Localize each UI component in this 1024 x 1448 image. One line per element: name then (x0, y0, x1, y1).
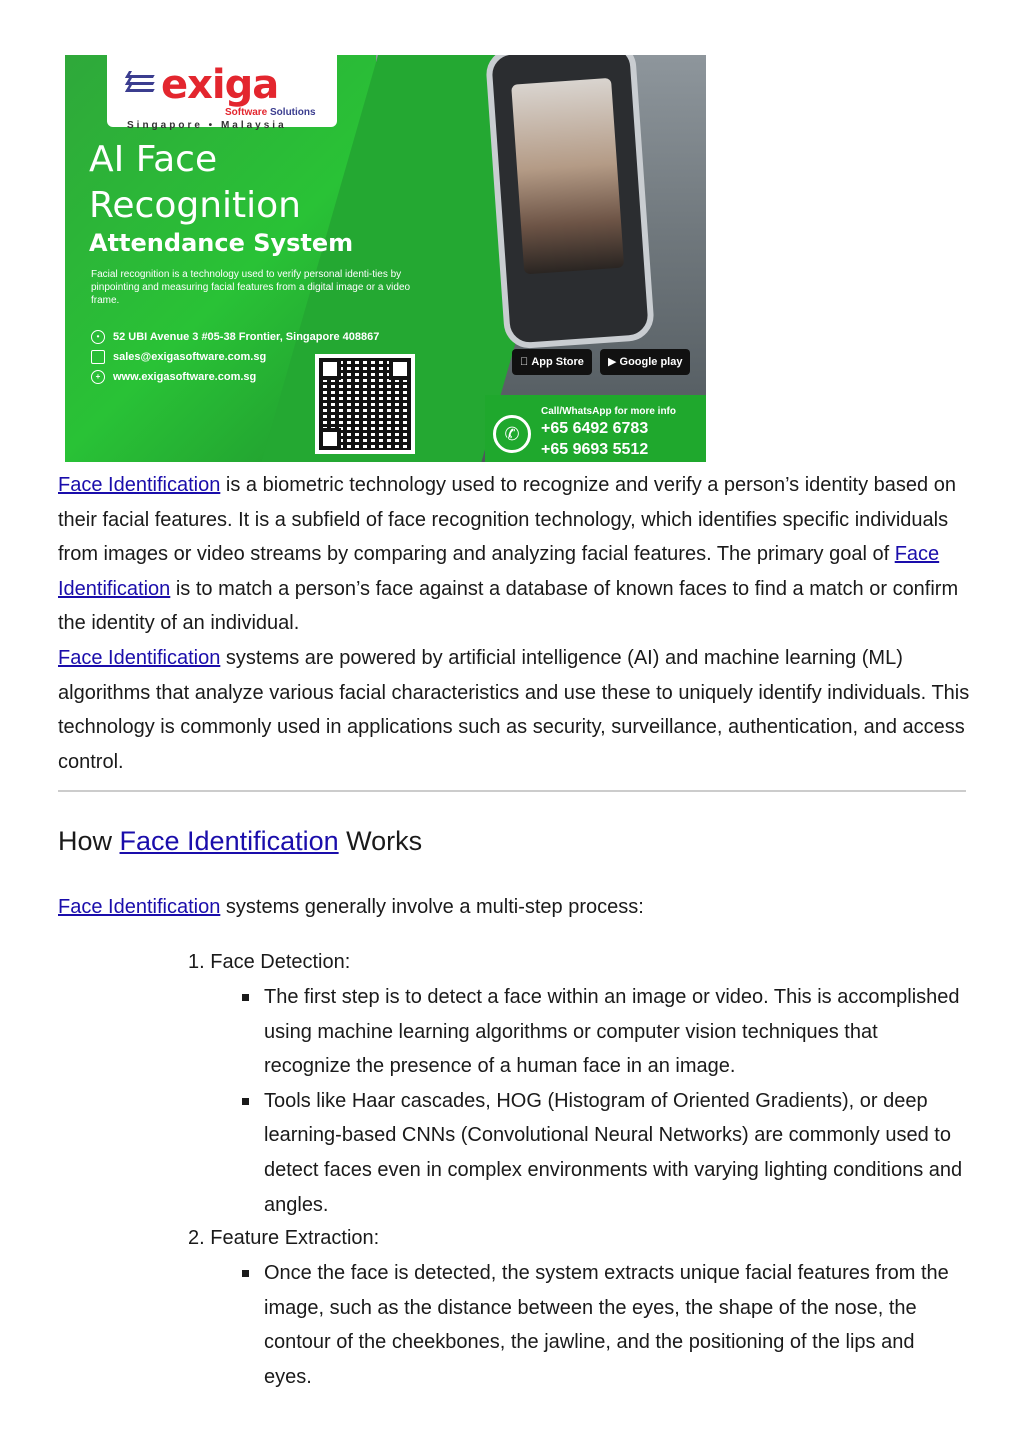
logo-locations: Singapore • Malaysia (127, 120, 287, 131)
call-label: Call/WhatsApp for more info (541, 406, 676, 417)
logo-mark-icon (127, 71, 157, 97)
app-store-badge: App Store (512, 349, 592, 375)
step-bullets (264, 980, 964, 1222)
phone-icon: ✆ (493, 415, 531, 453)
banner-title-line3: Attendance System (89, 229, 354, 257)
banner-image (65, 55, 706, 462)
bullet-square-icon (242, 994, 249, 1001)
face-identification-link[interactable]: Face Identification (58, 646, 221, 669)
address-row (91, 330, 379, 344)
email-row (91, 350, 266, 364)
step-label: 2. Feature Extraction: (188, 1227, 380, 1249)
google-play-badge: ▶ Google play (600, 349, 690, 375)
envelope-icon (91, 350, 105, 364)
phone-number-2: +65 9693 5512 (541, 441, 649, 458)
heading-link[interactable]: Face Identification (119, 826, 339, 856)
website-row (91, 370, 256, 384)
list-item: Tools like Haar cascades, HOG (Histogram of Oriented Gradients), or deep learning-based CNNs (Convolutional Neural Networks) are commonly used to detect faces even in complex environments with varying lighting conditions and angles. (264, 1084, 964, 1222)
logo-word: exiga (161, 62, 279, 108)
device-image (485, 55, 656, 350)
face-identification-link[interactable]: Face Identification (58, 474, 221, 496)
section-intro: Face Identification systems generally involve a multi-step process: (58, 896, 644, 918)
face-identification-link[interactable]: Face Identification (58, 896, 221, 918)
bullet-square-icon (242, 1098, 249, 1105)
banner-title-line2: Recognition (89, 185, 301, 226)
website-text: www.exigasoftware.com.sg (113, 371, 257, 383)
list-item: Once the face is detected, the system extracts unique facial features from the image, such as the distance between the eyes, the shape of the nose, the contour of the cheekbones, the jawline, and the positioning of the lips and eyes. (264, 1256, 964, 1394)
phone-number-1: +65 6492 6783 (541, 420, 649, 437)
face-identification-link[interactable]: Face Identification (58, 543, 940, 600)
globe-icon: + (91, 370, 105, 384)
banner-title-line1: AI Face (89, 139, 218, 180)
call-info-box (485, 395, 706, 462)
email-text: sales@exigasoftware.com.sg (113, 351, 267, 363)
qr-code (315, 354, 415, 454)
horizontal-divider (58, 790, 966, 792)
device-screen (511, 78, 624, 275)
location-pin-icon: • (91, 330, 105, 344)
list-item: The first step is to detect a face within an image or video. This is accomplished using machine learning algorithms or computer vision techniques that recognize the presence of a human face in an image. (264, 980, 964, 1084)
banner-description: Facial recognition is a technology used to verify personal identi-ties by pinpointing and measuring facial features from a digital image or a video frame. (91, 269, 411, 306)
bullet-square-icon (242, 1270, 249, 1277)
intro-paragraph: Face Identification is a biometric technology used to recognize and verify a person’s identity based on their facial features. It is a subfield of face recognition technology, which identifies specific individuals from images or video streams by comparing and analyzing facial features. The primary goal of Face Identification is to match a person’s face against a database of known faces to find a match or confirm the identity of an individual. Face Identification systems are powered by artificial intelligence (AI) and machine learning (ML) algorithms that analyze various facial characteristics and use these to uniquely identify individuals. This technology is commonly used in applications such as security, surveillance, authentication, and access control. (58, 474, 970, 773)
section-heading: How Face Identification Works (58, 826, 423, 856)
address-text: 52 UBI Avenue 3 #05-38 Frontier, Singapore 408867 (113, 331, 380, 343)
logo-subtitle: Software Solutions (225, 107, 316, 118)
step-label: 1. Face Detection: (188, 951, 351, 973)
step-bullets (264, 1256, 964, 1394)
